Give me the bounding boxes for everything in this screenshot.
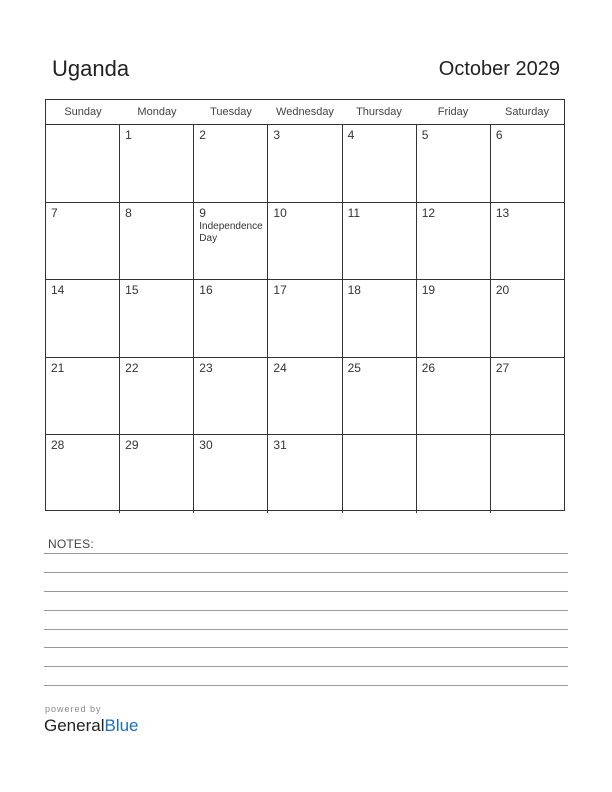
day-number: 21 [51,360,65,375]
day-number: 10 [273,205,287,220]
brand-general: General [44,716,105,735]
note-line[interactable] [44,610,568,611]
weekday-monday: Monday [137,106,177,118]
day-number: 18 [347,283,361,297]
day-number: 26 [421,360,436,375]
weekday-sunday: Sunday [64,106,102,118]
week-row [46,358,564,436]
day-number: 30 [199,438,213,452]
note-line[interactable] [44,647,568,648]
week-row [46,280,564,358]
note-line[interactable] [44,666,568,667]
day-number: 4 [347,128,355,142]
day-cell[interactable] [194,358,268,435]
day-number: 7 [51,205,58,220]
holiday-label: Independence Day [199,220,263,244]
day-cell[interactable] [268,125,342,202]
day-number: 15 [125,283,139,297]
day-cell[interactable] [46,280,120,357]
note-line[interactable] [44,629,568,630]
day-number: 13 [495,205,510,220]
day-number: 23 [199,360,213,375]
day-cell[interactable] [491,125,564,202]
day-number: 29 [125,438,139,452]
note-line[interactable] [44,572,568,573]
note-line[interactable] [44,553,568,554]
weekday-friday: Friday [437,106,469,118]
day-cell[interactable] [194,280,268,357]
day-number: 17 [273,283,287,297]
day-number: 31 [273,438,287,452]
day-cell[interactable] [120,203,194,280]
day-number: 14 [51,283,65,297]
day-cell[interactable] [46,435,120,513]
day-cell[interactable] [120,435,194,513]
note-line[interactable] [44,685,568,686]
calendar-grid [45,99,565,511]
week-row [46,125,564,203]
day-cell[interactable] [46,125,120,202]
day-cell[interactable] [417,280,491,357]
day-number: 20 [495,283,510,297]
day-cell[interactable] [343,280,417,357]
day-number: 6 [495,128,503,142]
day-cell[interactable] [417,358,491,435]
weekday-header-row [46,100,564,125]
day-cell[interactable] [194,125,268,202]
day-number: 9 [199,205,206,220]
day-number: 11 [347,205,361,220]
day-cell[interactable] [491,203,564,280]
day-cell[interactable] [268,435,342,513]
day-cell[interactable] [491,280,564,357]
week-row [46,435,564,513]
day-cell[interactable] [417,203,491,280]
note-line[interactable] [44,591,568,592]
notes-label: NOTES: [48,537,94,551]
day-number: 3 [273,128,281,142]
day-number: 5 [421,128,429,142]
day-cell[interactable] [268,358,342,435]
day-number: 19 [421,283,436,297]
day-cell[interactable] [491,435,564,513]
day-cell[interactable] [417,435,491,513]
weekday-saturday: Saturday [504,106,550,118]
month-title: October 2029 [438,58,560,80]
day-number: 27 [495,360,510,375]
day-cell[interactable] [46,203,120,280]
week-row [46,203,564,281]
day-number: 2 [199,128,206,142]
day-cell[interactable] [120,358,194,435]
day-cell[interactable] [46,358,120,435]
day-number: 16 [199,283,213,297]
powered-by-text: powered by [45,704,102,714]
day-number: 12 [421,205,436,220]
day-cell[interactable] [343,435,417,513]
weekday-tuesday: Tuesday [210,106,252,118]
day-cell[interactable] [268,280,342,357]
day-cell[interactable] [120,125,194,202]
day-number: 24 [273,360,287,375]
weekday-thursday: Thursday [356,106,402,118]
day-cell[interactable] [417,125,491,202]
day-cell[interactable] [491,358,564,435]
day-cell[interactable] [343,125,417,202]
country-title: Uganda [52,56,130,81]
day-number: 8 [125,205,132,220]
day-cell[interactable] [194,203,268,280]
generalblue-logo [44,716,139,736]
day-cell[interactable] [120,280,194,357]
day-number: 25 [347,360,361,375]
day-cell[interactable] [268,203,342,280]
day-number: 1 [125,128,132,142]
day-cell[interactable] [343,203,417,280]
day-number: 28 [51,438,65,452]
day-number: 22 [125,360,139,375]
day-cell[interactable] [194,435,268,513]
day-cell[interactable] [343,358,417,435]
weekday-wednesday: Wednesday [276,106,334,118]
brand-blue: Blue [104,716,139,735]
